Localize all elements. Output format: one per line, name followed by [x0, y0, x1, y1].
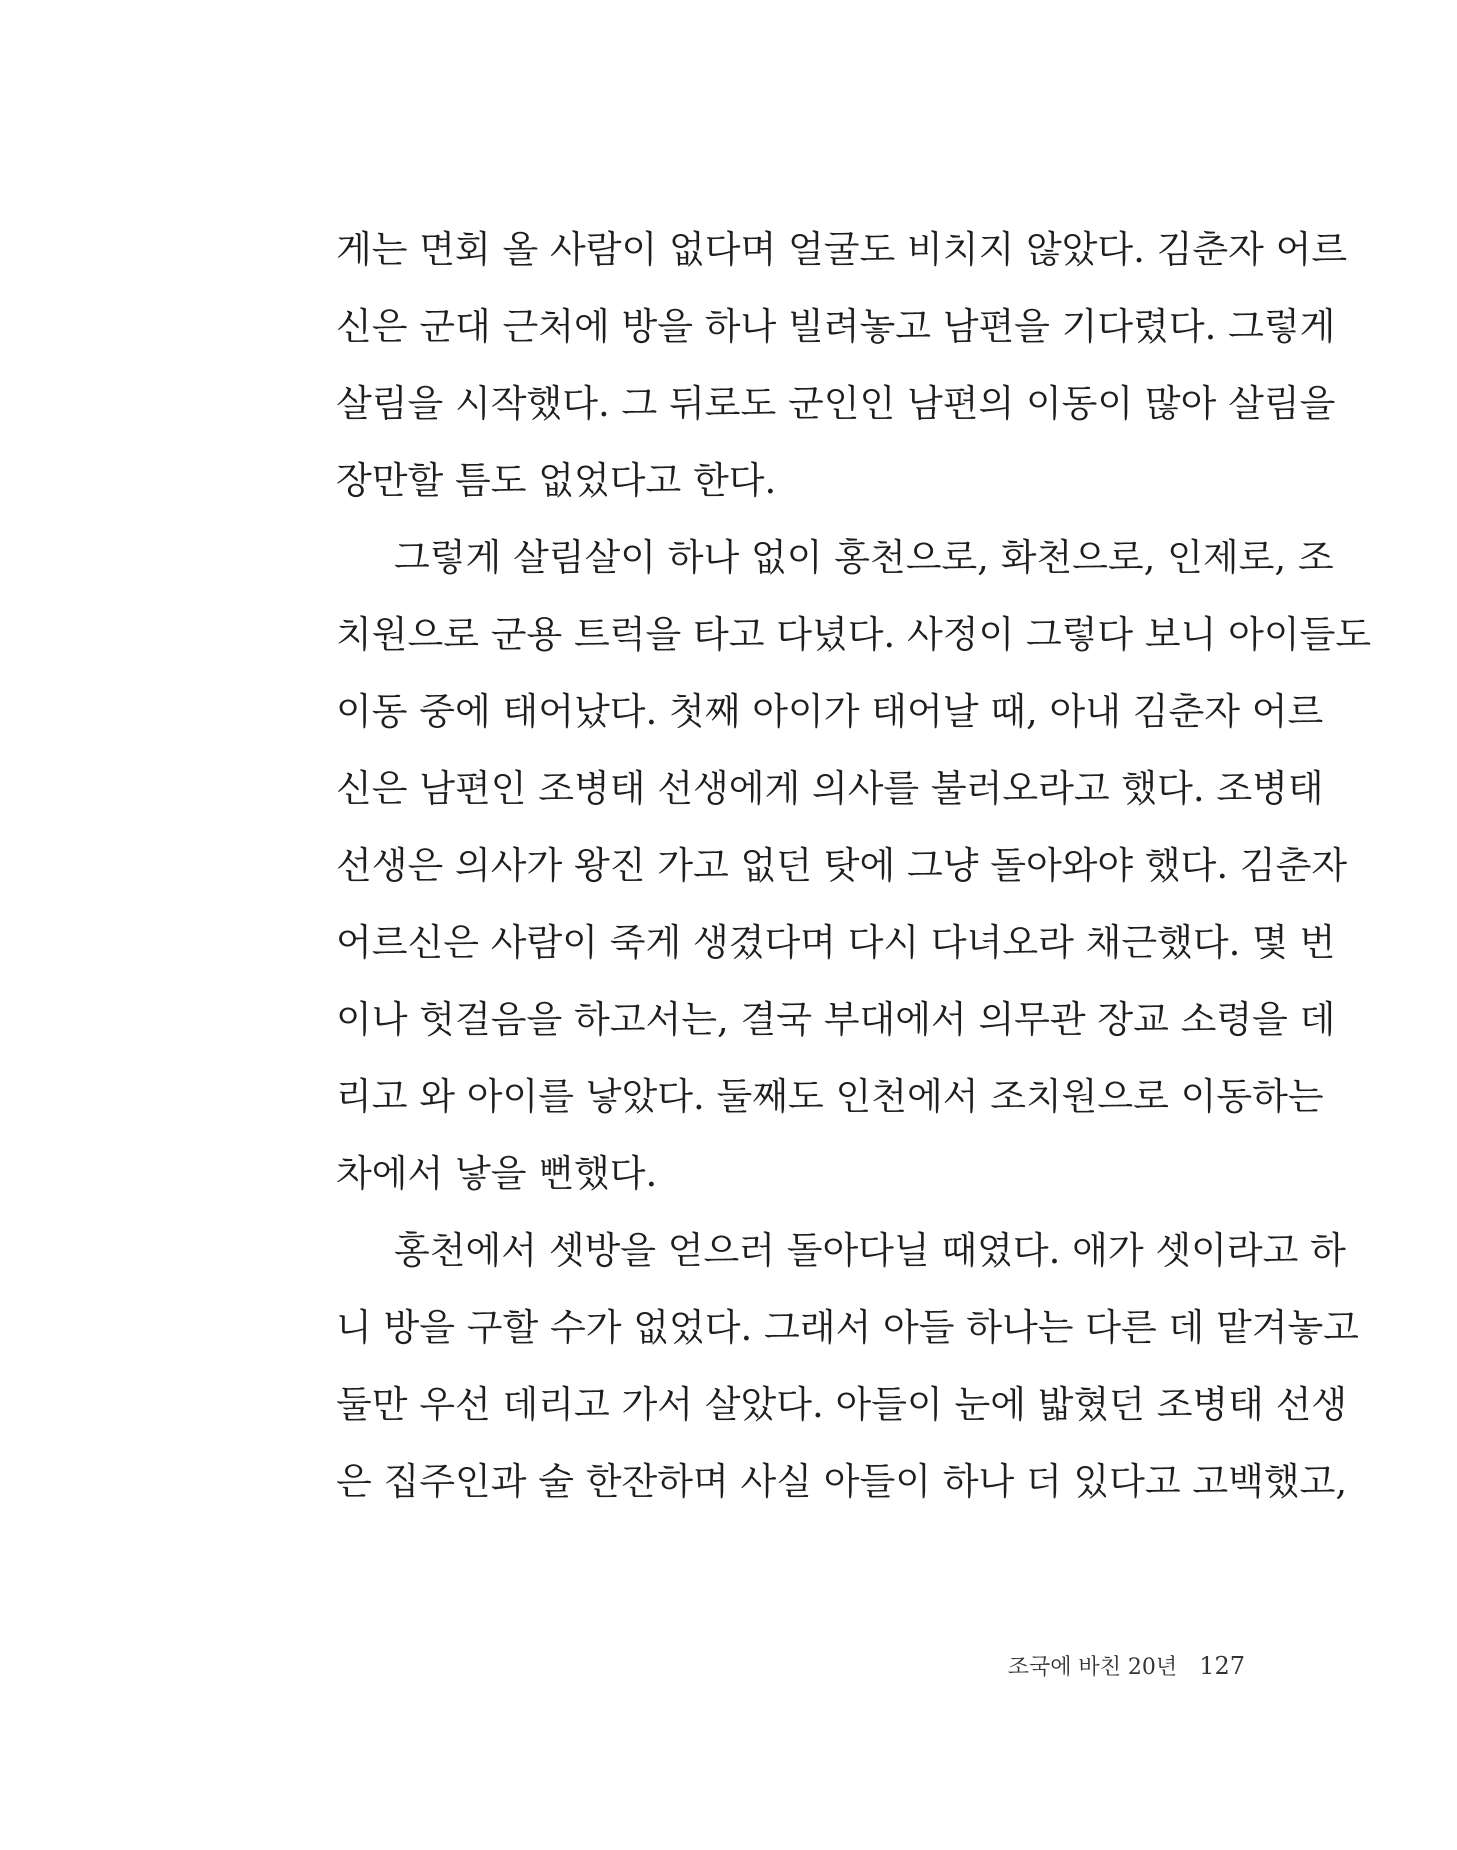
text-line: 이나 헛걸음을 하고서는, 결국 부대에서 의무관 장교 소령을 데 — [336, 998, 1336, 1041]
running-title: 조국에 바친 20년 — [1007, 1655, 1178, 1680]
text-line: 리고 와 아이를 낳았다. 둘째도 인천에서 조치원으로 이동하는 — [336, 1075, 1324, 1118]
text-line: 게는 면회 올 사람이 없다며 얼굴도 비치지 않았다. 김춘자 어르 — [336, 228, 1348, 271]
text-line: 그렇게 살림살이 하나 없이 홍천으로, 화천으로, 인제로, 조 — [394, 536, 1334, 579]
text-line: 장만할 틈도 없었다고 한다. — [336, 459, 777, 502]
text-line: 차에서 낳을 뻔했다. — [336, 1152, 658, 1195]
text-line: 어르신은 사람이 죽게 생겼다며 다시 다녀오라 채근했다. 몇 번 — [336, 921, 1336, 964]
page-footer — [1008, 1648, 1245, 1687]
text-line: 니 방을 구할 수가 없었다. 그래서 아들 하나는 다른 데 맡겨놓고 — [336, 1306, 1359, 1349]
text-line: 홍천에서 셋방을 얻으러 돌아다닐 때였다. 애가 셋이라고 하 — [394, 1229, 1346, 1272]
text-line: 신은 군대 근처에 방을 하나 빌려놓고 남편을 기다렸다. 그렇게 — [336, 305, 1336, 348]
text-line: 둘만 우선 데리고 가서 살았다. 아들이 눈에 밟혔던 조병태 선생 — [336, 1383, 1348, 1426]
text-line: 치원으로 군용 트럭을 타고 다녔다. 사정이 그렇다 보니 아이들도 — [336, 613, 1372, 656]
text-line: 이동 중에 태어났다. 첫째 아이가 태어날 때, 아내 김춘자 어르 — [336, 690, 1324, 733]
text-line: 선생은 의사가 왕진 가고 없던 탓에 그냥 돌아와야 했다. 김춘자 — [336, 844, 1348, 887]
text-line: 신은 남편인 조병태 선생에게 의사를 불러오라고 했다. 조병태 — [336, 767, 1324, 810]
text-line: 은 집주인과 술 한잔하며 사실 아들이 하나 더 있다고 고백했고, — [336, 1460, 1348, 1503]
page-number: 127 — [1199, 1652, 1245, 1680]
text-line: 살림을 시작했다. 그 뒤로도 군인인 남편의 이동이 많아 살림을 — [336, 382, 1336, 425]
